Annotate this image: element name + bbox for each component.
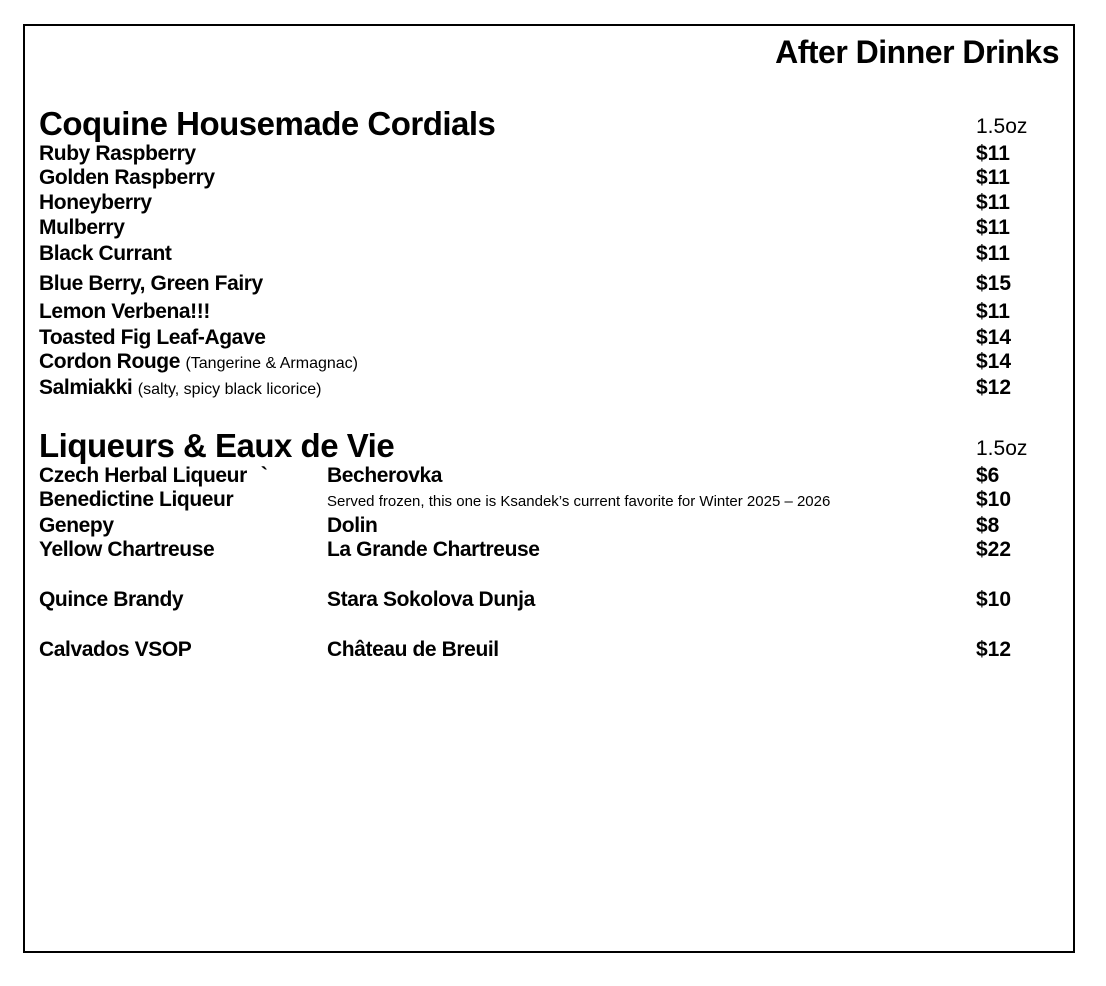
serving-size-cordials: 1.5oz [976, 115, 1028, 138]
item-name: Yellow Chartreuse [39, 538, 215, 561]
item-name: Lemon Verbena!!! [39, 300, 210, 323]
item-name-with-note [39, 350, 358, 374]
menu-item-row [25, 538, 1073, 564]
menu-item-row [25, 272, 1073, 298]
menu-item-row [25, 350, 1073, 376]
item-name: Genepy [39, 514, 114, 537]
item-name: Blue Berry, Green Fairy [39, 272, 263, 295]
item-name: Honeyberry [39, 191, 152, 214]
item-price: $11 [976, 300, 1010, 323]
menu-item-row [25, 142, 1073, 168]
item-price: $11 [976, 216, 1010, 239]
item-name: Ruby Raspberry [39, 142, 196, 165]
item-price: $12 [976, 376, 1012, 399]
section-heading-cordials: Coquine Housemade Cordials [39, 105, 496, 142]
menu-item-row [25, 166, 1073, 192]
menu-item-row [25, 588, 1073, 614]
item-name: Toasted Fig Leaf-Agave [39, 326, 266, 349]
menu-item-row [25, 326, 1073, 352]
item-price: $11 [976, 242, 1010, 265]
serving-size-liqueurs: 1.5oz [976, 437, 1028, 460]
item-producer: Dolin [327, 514, 378, 537]
item-description: Served frozen, this one is Ksandek’s current favorite for Winter 2025 – 2026 [327, 493, 831, 510]
menu-item-row [25, 638, 1073, 664]
item-name: Golden Raspberry [39, 166, 215, 189]
menu-item-row [25, 191, 1073, 217]
item-price: $11 [976, 142, 1010, 165]
menu-item-row [25, 488, 1073, 514]
item-name: Quince Brandy [39, 588, 184, 611]
item-producer: La Grande Chartreuse [327, 538, 540, 561]
stray-mark: ` [260, 464, 268, 487]
menu-item-row [25, 464, 1073, 490]
menu-item-row [25, 242, 1073, 268]
item-name: Cordon Rouge [39, 350, 181, 373]
item-name: Mulberry [39, 216, 125, 239]
menu-item-row [25, 300, 1073, 326]
item-name-with-mark [39, 464, 267, 488]
item-price: $11 [976, 166, 1010, 189]
item-name: Czech Herbal Liqueur [39, 464, 247, 487]
menu-item-row [25, 216, 1073, 242]
item-producer: Stara Sokolova Dunja [327, 588, 535, 611]
item-name: Calvados VSOP [39, 638, 192, 661]
item-note: (Tangerine & Armagnac) [185, 355, 358, 372]
item-price: $6 [976, 464, 1000, 487]
page-title: After Dinner Drinks [775, 34, 1059, 70]
item-price: $12 [976, 638, 1012, 661]
section-heading-liqueurs: Liqueurs & Eaux de Vie [39, 427, 395, 464]
item-producer: Becherovka [327, 464, 443, 487]
item-name: Salmiakki [39, 376, 133, 399]
item-price: $11 [976, 191, 1010, 214]
item-producer: Château de Breuil [327, 638, 499, 661]
menu-frame [23, 24, 1075, 953]
item-price: $14 [976, 326, 1012, 349]
item-price: $14 [976, 350, 1012, 373]
item-price: $15 [976, 272, 1012, 295]
item-price: $10 [976, 488, 1012, 511]
menu-item-row [25, 514, 1073, 540]
item-name-with-note [39, 376, 322, 400]
item-note: (salty, spicy black licorice) [137, 381, 322, 398]
menu-item-row [25, 376, 1073, 402]
item-name: Black Currant [39, 242, 172, 265]
item-name: Benedictine Liqueur [39, 488, 234, 511]
item-price: $8 [976, 514, 1000, 537]
item-price: $10 [976, 588, 1012, 611]
item-price: $22 [976, 538, 1012, 561]
